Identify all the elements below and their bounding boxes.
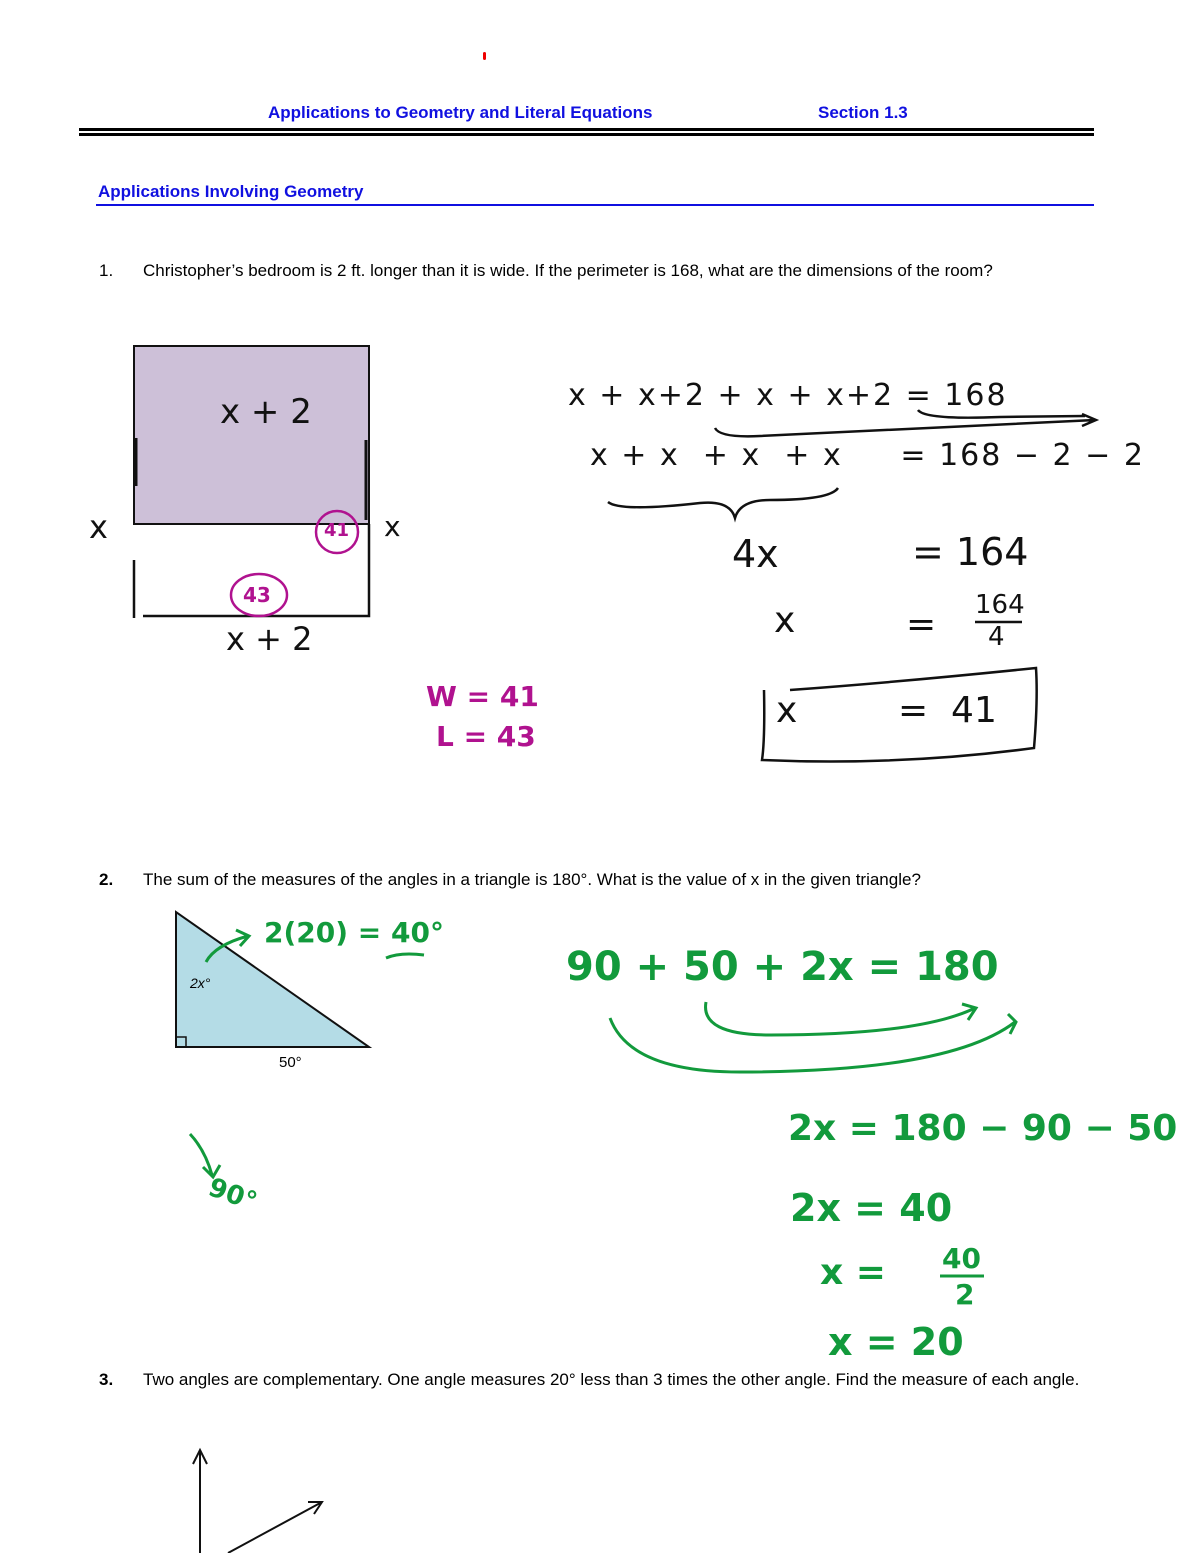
underline-40 — [386, 954, 424, 958]
brace-q1 — [608, 488, 838, 518]
q1-work-line2: x + x + x + x = 168 − 2 − 2 — [590, 438, 1145, 473]
q2-work-line4-num: 40 — [942, 1242, 981, 1275]
arrow-inner-q2 — [706, 1002, 976, 1035]
vertical-ray — [193, 1450, 207, 1553]
problem-2-number: 2. — [99, 870, 114, 889]
q1-work-line3-right: = 164 — [912, 530, 1029, 574]
problem-2-text: The sum of the measures of the angles in a triangle is 180°. What is the value of x in the given triangle? — [143, 870, 921, 889]
q2-work-line4-left: x = — [820, 1252, 886, 1293]
q1-work-line1: x + x+2 + x + x+2 = 168 — [568, 378, 1008, 413]
section-heading: Applications Involving Geometry — [98, 182, 364, 201]
q1-work-line4-num: 164 — [975, 590, 1025, 620]
q2-work-line3: 2x = 40 — [790, 1186, 953, 1230]
q1-work-line4-eq: = — [906, 604, 937, 645]
q1-work-line5-right: = 41 — [898, 690, 997, 731]
rect-right-label: x — [384, 510, 401, 543]
circled-43: 43 — [243, 583, 271, 607]
problem-1-number: 1. — [99, 261, 114, 280]
q1-work-line3-left: 4x — [732, 532, 779, 576]
problem-3-text: Two angles are complementary. One angle measures 20° less than 3 times the other angle. Find the measure of each angle. — [143, 1370, 1080, 1389]
rect-top-label: x + 2 — [220, 392, 312, 432]
arrow-down-90 — [190, 1134, 220, 1177]
problem-1-text: Christopher’s bedroom is 2 ft. longer than it is wide. If the perimeter is 168, what are the dimensions of the room? — [143, 261, 993, 280]
q2-work-line5: x = 20 — [828, 1320, 964, 1364]
arrow-outer-q2 — [610, 1014, 1016, 1072]
q2-angle-note: 2(20) = 40° — [264, 916, 444, 949]
q2-work-line2: 2x = 180 − 90 − 50 — [788, 1108, 1178, 1149]
section-number: Section 1.3 — [818, 103, 908, 122]
room-rectangle-shaded — [134, 346, 369, 524]
triangle-angle-label: 2x° — [190, 975, 211, 991]
answer-width: W = 41 — [426, 680, 539, 713]
q2-right-angle-note: 90° — [204, 1172, 261, 1218]
rect-bottom-label: x + 2 — [226, 620, 313, 658]
q1-work-line5-left: x — [776, 690, 798, 731]
answer-length: L = 43 — [436, 720, 536, 753]
q2-work-line1: 90 + 50 + 2x = 180 — [566, 944, 999, 990]
problem-3-number: 3. — [99, 1370, 114, 1389]
rect-left-label: x — [89, 508, 108, 546]
q1-work-line4-den: 4 — [988, 622, 1005, 652]
q2-work-line4-den: 2 — [955, 1278, 975, 1311]
q1-work-line4-left: x — [774, 600, 796, 641]
triangle-base-label: 50° — [279, 1054, 302, 1071]
diagonal-ray — [228, 1502, 322, 1553]
document-title: Applications to Geometry and Literal Equations — [268, 103, 653, 122]
circled-41: 41 — [324, 520, 350, 541]
